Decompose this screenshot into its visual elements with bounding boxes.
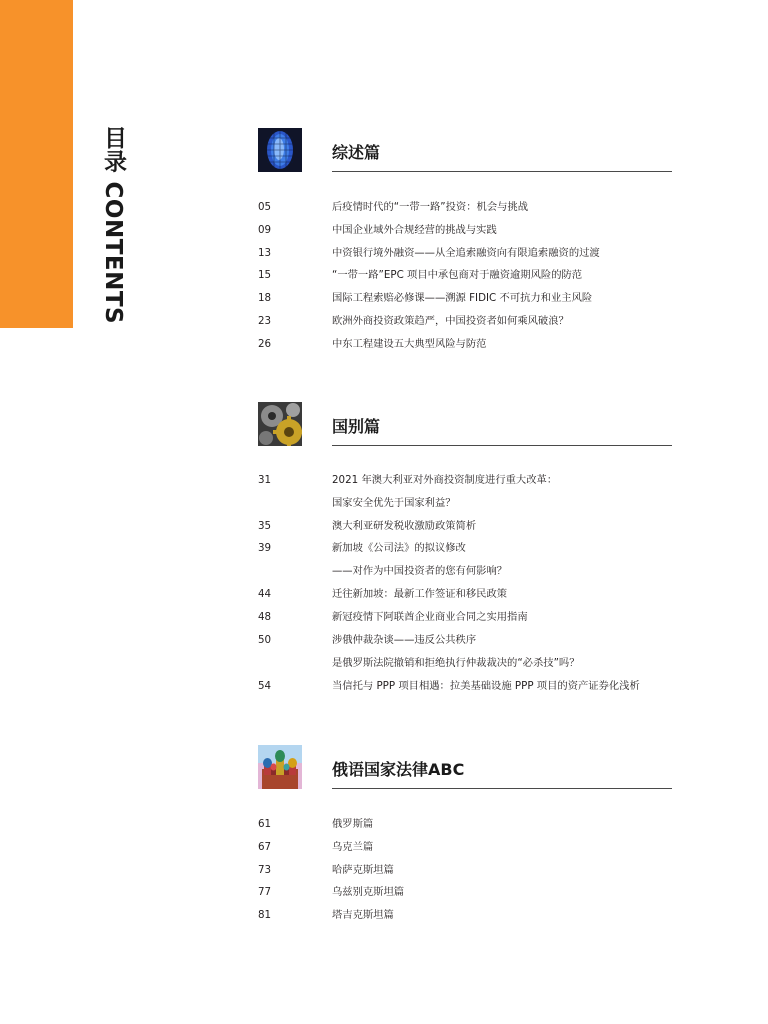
orange-accent-bar <box>0 0 73 328</box>
toc-entry <box>258 290 718 306</box>
section-title: 俄语国家法律ABC <box>332 760 465 779</box>
page-number: 61 <box>258 818 272 830</box>
entry-title: 澳大利亚研发税收激励政策简析 <box>332 520 477 532</box>
page-number: 73 <box>258 864 272 876</box>
toc-entry <box>258 884 718 900</box>
entry-title: 乌克兰篇 <box>332 841 374 853</box>
entry-title: 当信托与 PPP 项目相遇：拉美基础设施 PPP 项目的资产证券化浅析 <box>332 680 640 692</box>
entry-title: 中东工程建设五大典型风险与防范 <box>332 338 487 350</box>
toc-entry <box>258 609 718 625</box>
entry-title: 迁往新加坡：最新工作签证和移民政策 <box>332 588 508 600</box>
entry-title: 中国企业域外合规经营的挑战与实践 <box>332 224 497 236</box>
page-number: 48 <box>258 611 272 623</box>
section-title: 综述篇 <box>332 143 381 162</box>
toc-entry <box>258 222 718 238</box>
toc-entry <box>258 540 718 556</box>
gears-thumbnail <box>258 402 302 446</box>
page-number: 54 <box>258 680 272 692</box>
entry-title: 乌兹别克斯坦篇 <box>332 886 405 898</box>
toc-entry <box>258 907 718 923</box>
entry-title: 国家安全优先于国家利益？ <box>332 497 456 509</box>
toc-entry <box>258 267 718 283</box>
toc-entry <box>258 632 718 648</box>
toc-entry <box>258 839 718 855</box>
page-number: 09 <box>258 224 272 236</box>
page-number: 35 <box>258 520 272 532</box>
entry-title: “一带一路”EPC 项目中承包商对于融资逾期风险的防范 <box>332 269 583 281</box>
entry-title: 塔吉克斯坦篇 <box>332 909 394 921</box>
entry-title: 是俄罗斯法院撤销和拒绝执行仲裁裁决的“必杀技”吗？ <box>332 657 580 669</box>
section-divider <box>332 788 672 789</box>
entry-title: ——对作为中国投资者的您有何影响？ <box>332 565 508 577</box>
page-number: 67 <box>258 841 272 853</box>
toc-entry <box>258 563 718 579</box>
page-number: 15 <box>258 269 272 281</box>
toc-entry <box>258 199 718 215</box>
entry-title: 俄罗斯篇 <box>332 818 374 830</box>
page-number: 23 <box>258 315 272 327</box>
toc-entry <box>258 586 718 602</box>
section-divider <box>332 171 672 172</box>
toc-entry <box>258 518 718 534</box>
entry-title: 涉俄仲裁杂谈——违反公共秩序 <box>332 634 477 646</box>
page-number: 13 <box>258 247 272 259</box>
toc-entry <box>258 655 718 671</box>
page-number: 77 <box>258 886 272 898</box>
entry-title: 国际工程索赔必修课——溯源 FIDIC 不可抗力和业主风险 <box>332 292 593 304</box>
toc-entry <box>258 678 718 694</box>
page-title: 目录 CONTENTS <box>100 126 126 325</box>
st-basils-cathedral-thumbnail <box>258 745 302 789</box>
toc-entry <box>258 862 718 878</box>
page-number: 26 <box>258 338 272 350</box>
toc-entry <box>258 495 718 511</box>
toc-entry <box>258 313 718 329</box>
toc-entry <box>258 472 718 488</box>
page-number: 81 <box>258 909 272 921</box>
page-number: 18 <box>258 292 272 304</box>
entry-title: 新加坡《公司法》的拟议修改 <box>332 542 466 554</box>
entry-title: 新冠疫情下阿联酋企业商业合同之实用指南 <box>332 611 528 623</box>
entry-title: 欧洲外商投资政策趋严，中国投资者如何乘风破浪？ <box>332 315 569 327</box>
page-number: 39 <box>258 542 272 554</box>
entry-title: 2021 年澳大利亚对外商投资制度进行重大改革： <box>332 474 558 486</box>
page-number: 31 <box>258 474 272 486</box>
section-divider <box>332 445 672 446</box>
toc-entry <box>258 336 718 352</box>
page-number: 50 <box>258 634 272 646</box>
entry-title: 后疫情时代的“一带一路”投资：机会与挑战 <box>332 201 529 213</box>
entry-title: 哈萨克斯坦篇 <box>332 864 394 876</box>
page-number: 05 <box>258 201 272 213</box>
globe-digital-thumbnail <box>258 128 302 172</box>
toc-entry <box>258 245 718 261</box>
page-number: 44 <box>258 588 272 600</box>
section-title: 国别篇 <box>332 417 381 436</box>
toc-entry <box>258 816 718 832</box>
entry-title: 中资银行境外融资——从全追索融资向有限追索融资的过渡 <box>332 247 600 259</box>
